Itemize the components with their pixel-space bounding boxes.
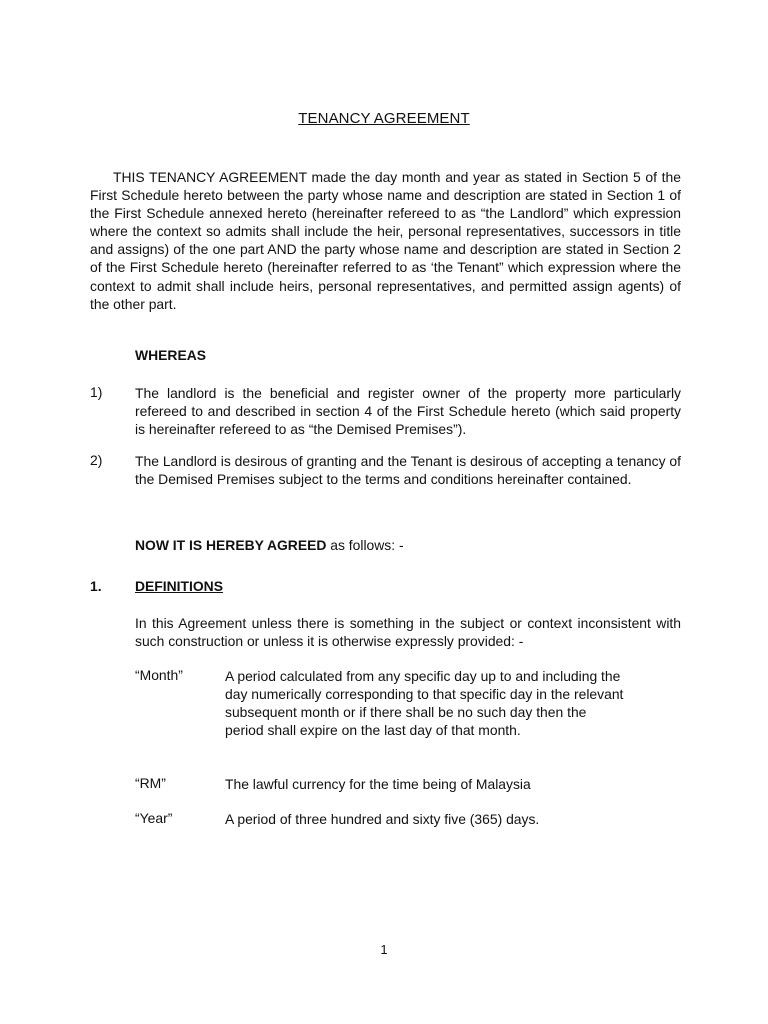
recital-number: 1) <box>90 384 103 400</box>
agreement-clause <box>135 537 404 553</box>
definition-meaning: A period calculated from any specific day up to and including the day numerically corresponding to that specific day in the relevant subsequent month or if there shall be no such day then the period shall expire on the last day of that month. <box>225 668 624 739</box>
definition-meaning: A period of three hundred and sixty five (365) days. <box>225 811 540 827</box>
section-title: DEFINITIONS <box>135 578 223 594</box>
definition-term: “Month” <box>135 667 183 683</box>
whereas-heading: WHEREAS <box>135 347 206 363</box>
agreement-clause-rest: as follows: - <box>326 537 404 553</box>
preamble-paragraph: THIS TENANCY AGREEMENT made the day month and year as stated in Section 5 of the First Schedule hereto between the party whose name and description are stated in Section 1 of the First Schedule annexed hereto (hereinafter refereed to as “the Landlord” which expression where the context so admits shall include the heir, personal representatives, successors in title and assigns) of the one part AND the party whose name and description are stated in Section 2 of the First Schedule hereto (hereinafter referred to as ‘the Tenant” which expression where the context to admit shall include heirs, personal representatives, and permitted assign agents) of the other part. <box>90 169 681 312</box>
document-title: TENANCY AGREEMENT <box>298 110 470 127</box>
definition-term: “Year” <box>135 810 173 826</box>
definition-meaning: The lawful currency for the time being of Malaysia <box>225 776 531 792</box>
page-number: 1 <box>380 942 388 957</box>
recital-text: The Landlord is desirous of granting and the Tenant is desirous of accepting a tenancy of the Demised Premises subject to the terms and conditions hereinafter contained. <box>135 453 681 488</box>
definition-term: “RM” <box>135 775 166 791</box>
definitions-intro: In this Agreement unless there is something in the subject or context inconsistent with such construction or unless it is otherwise expressly provided: - <box>135 615 681 650</box>
agreement-clause-bold: NOW IT IS HEREBY AGREED <box>135 537 327 553</box>
recital-text: The landlord is the beneficial and register owner of the property more particularly refereed to and described in section 4 of the First Schedule hereto (which said property is hereinafter refereed to as “the Demised Premises”). <box>135 385 681 438</box>
section-number: 1. <box>90 578 102 594</box>
recital-number: 2) <box>90 452 103 468</box>
